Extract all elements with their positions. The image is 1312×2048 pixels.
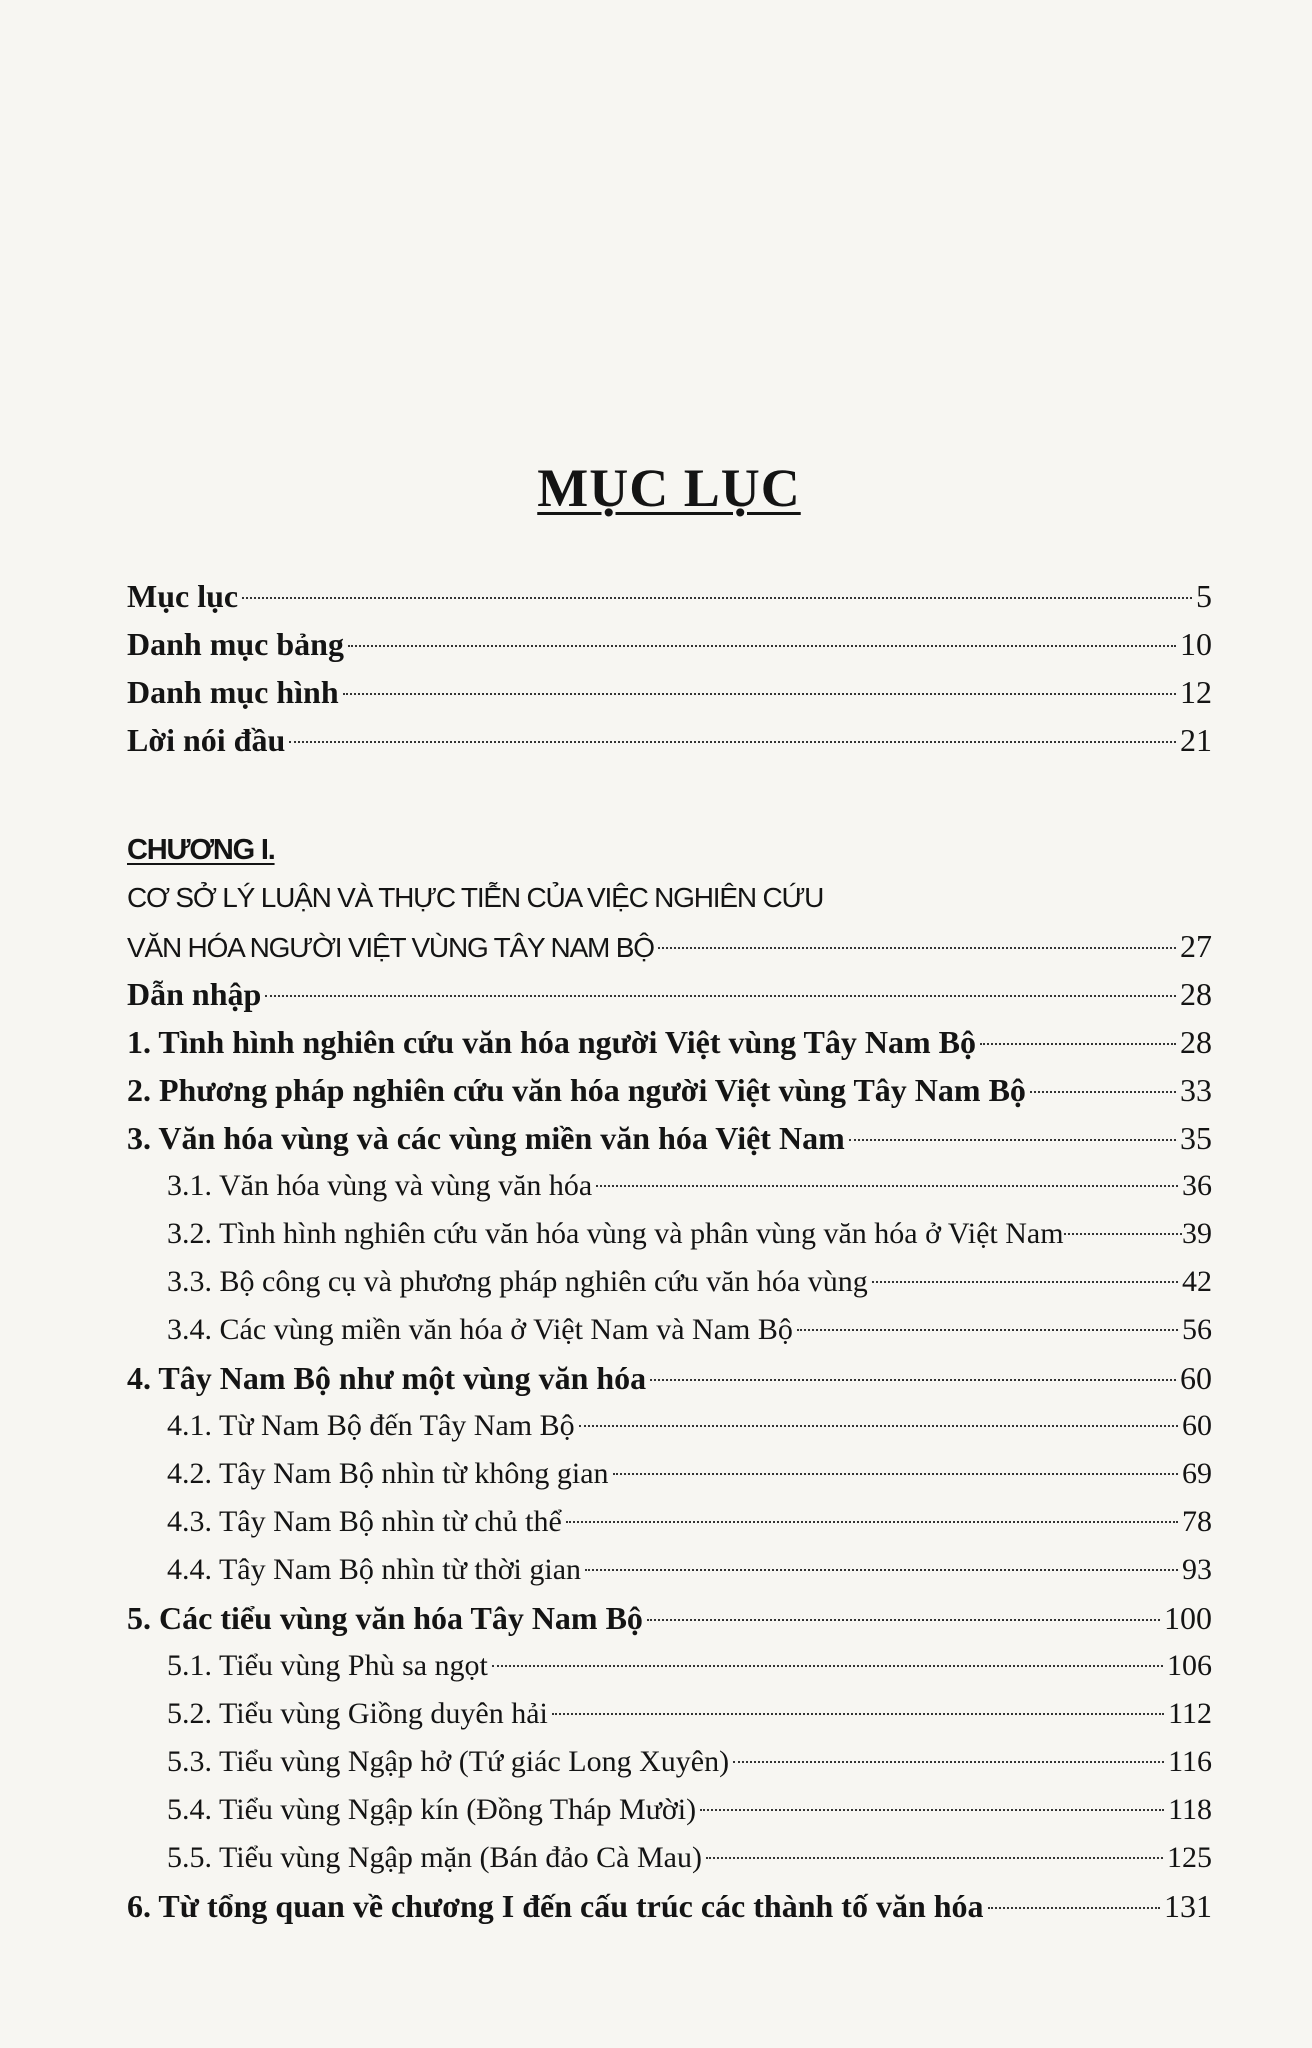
toc-entry-label: 5.3. Tiểu vùng Ngập hở (Tứ giác Long Xuyên) bbox=[167, 1745, 730, 1778]
toc-entry-label: 2. Phương pháp nghiên cứu văn hóa người Việt vùng Tây Nam Bộ bbox=[127, 1072, 1026, 1108]
dot-leader bbox=[980, 1043, 1176, 1045]
toc-entry-page: 116 bbox=[1168, 1745, 1212, 1778]
toc-entry-page: 33 bbox=[1180, 1072, 1212, 1108]
toc-entry-label: 3.4. Các vùng miền văn hóa ở Việt Nam và Nam Bộ bbox=[167, 1313, 793, 1346]
toc-entry-page: 12 bbox=[1180, 674, 1212, 710]
toc-entry-label: VĂN HÓA NGƯỜI VIỆT VÙNG TÂY NAM BỘ bbox=[127, 932, 654, 963]
toc-entry-page: 100 bbox=[1164, 1600, 1212, 1636]
dot-leader bbox=[647, 1619, 1160, 1621]
dot-leader bbox=[343, 693, 1176, 695]
toc-entry-section-4-3 bbox=[167, 1500, 1212, 1544]
toc-entry-label: 4.4. Tây Nam Bộ nhìn từ thời gian bbox=[167, 1553, 582, 1586]
toc-entry-label: 5.1. Tiểu vùng Phù sa ngọt bbox=[167, 1649, 488, 1682]
dot-leader bbox=[849, 1139, 1176, 1141]
toc-entry-label: 6. Từ tổng quan về chương I đến cấu trúc các thành tố văn hóa bbox=[127, 1888, 984, 1924]
toc-entry-label: 3.2. Tình hình nghiên cứu văn hóa vùng và phân vùng văn hóa ở Việt Nam bbox=[167, 1217, 1064, 1250]
toc-entry-page: 112 bbox=[1168, 1697, 1212, 1730]
toc-entry-page: 118 bbox=[1168, 1793, 1212, 1826]
dot-leader bbox=[706, 1857, 1163, 1859]
toc-entry-label: Danh mục hình bbox=[127, 674, 339, 710]
toc-entry-section-3 bbox=[127, 1116, 1212, 1160]
dot-leader bbox=[596, 1185, 1178, 1187]
toc-entry-section-4-2 bbox=[167, 1452, 1212, 1496]
toc-entry-label: 4.1. Từ Nam Bộ đến Tây Nam Bộ bbox=[167, 1409, 575, 1442]
dot-leader bbox=[650, 1379, 1176, 1381]
toc-entry-section-3-2 bbox=[167, 1212, 1212, 1256]
toc-entry-section-5 bbox=[127, 1596, 1212, 1640]
dot-leader bbox=[492, 1665, 1163, 1667]
toc-entry-label: 5.2. Tiểu vùng Giồng duyên hải bbox=[167, 1697, 548, 1730]
dot-leader bbox=[613, 1473, 1178, 1475]
toc-entry-section-1 bbox=[127, 1020, 1212, 1064]
page-title: MỤC LỤC bbox=[537, 458, 801, 518]
toc-entry-section-3-3 bbox=[167, 1260, 1212, 1304]
toc-entry-page: 93 bbox=[1182, 1553, 1212, 1586]
toc-entry-section-2 bbox=[127, 1068, 1212, 1112]
toc-entry-page: 10 bbox=[1180, 626, 1212, 662]
dot-leader bbox=[552, 1713, 1164, 1715]
toc-entry-label: Danh mục bảng bbox=[127, 626, 344, 662]
dot-leader bbox=[348, 645, 1176, 647]
toc-entry-page: 69 bbox=[1182, 1457, 1212, 1490]
dot-leader bbox=[988, 1907, 1160, 1909]
toc-entry-danh-muc-hinh bbox=[127, 670, 1212, 714]
toc-entry-label: 5. Các tiểu vùng văn hóa Tây Nam Bộ bbox=[127, 1600, 643, 1636]
toc-entry-loi-noi-dau bbox=[127, 718, 1212, 762]
toc-entry-label: Dẫn nhập bbox=[127, 976, 262, 1012]
toc-entry-section-4-4 bbox=[167, 1548, 1212, 1592]
toc-entry-section-4-1 bbox=[167, 1404, 1212, 1448]
chapter-title-line2 bbox=[127, 924, 1212, 968]
dot-leader bbox=[265, 995, 1176, 997]
toc-entry-danh-muc-bang bbox=[127, 622, 1212, 666]
toc-entry-page: 78 bbox=[1182, 1505, 1212, 1538]
toc-entry-page: 60 bbox=[1182, 1409, 1212, 1442]
toc-entry-label: 3.3. Bộ công cụ và phương pháp nghiên cứu văn hóa vùng bbox=[167, 1265, 868, 1298]
toc-entry-page: 5 bbox=[1196, 578, 1212, 614]
toc-entry-label: 3. Văn hóa vùng và các vùng miền văn hóa Việt Nam bbox=[127, 1120, 845, 1156]
dot-leader bbox=[1064, 1233, 1182, 1235]
toc-entry-muc-luc bbox=[127, 574, 1212, 618]
dot-leader bbox=[242, 597, 1192, 599]
toc-entry-page: 21 bbox=[1180, 722, 1212, 758]
chapter-label: CHƯƠNG I. bbox=[127, 834, 275, 866]
toc-entry-label: 4.2. Tây Nam Bộ nhìn từ không gian bbox=[167, 1457, 609, 1490]
toc-entry-label: 3.1. Văn hóa vùng và vùng văn hóa bbox=[167, 1169, 593, 1202]
toc-entry-page: 56 bbox=[1182, 1313, 1212, 1346]
dot-leader bbox=[1030, 1091, 1176, 1093]
toc-entry-page: 35 bbox=[1180, 1120, 1212, 1156]
toc-entry-page: 42 bbox=[1182, 1265, 1212, 1298]
dot-leader bbox=[872, 1281, 1178, 1283]
dot-leader bbox=[797, 1329, 1178, 1331]
toc-entry-page: 131 bbox=[1164, 1888, 1212, 1924]
toc-entry-label: 1. Tình hình nghiên cứu văn hóa người Việt vùng Tây Nam Bộ bbox=[127, 1024, 976, 1060]
toc-entry-section-5-5 bbox=[167, 1836, 1212, 1880]
dot-leader bbox=[566, 1521, 1178, 1523]
dot-leader bbox=[658, 947, 1176, 949]
toc-entry-page: 27 bbox=[1180, 928, 1212, 964]
chapter-title-line1: CƠ SỞ LÝ LUẬN VÀ THỰC TIỄN CỦA VIỆC NGHIÊN CỨU bbox=[127, 882, 824, 913]
toc-entry-label: 4. Tây Nam Bộ như một vùng văn hóa bbox=[127, 1360, 647, 1396]
toc-entry-label: Lời nói đầu bbox=[127, 722, 286, 758]
toc-entry-page: 36 bbox=[1182, 1169, 1212, 1202]
toc-entry-label: 5.4. Tiểu vùng Ngập kín (Đồng Tháp Mười) bbox=[167, 1793, 697, 1826]
toc-entry-section-3-4 bbox=[167, 1308, 1212, 1352]
toc-entry-label: 5.5. Tiểu vùng Ngập mặn (Bán đảo Cà Mau) bbox=[167, 1841, 702, 1874]
toc-entry-section-5-1 bbox=[167, 1644, 1212, 1688]
toc-entry-page: 28 bbox=[1180, 976, 1212, 1012]
toc-entry-page: 125 bbox=[1167, 1841, 1212, 1874]
dot-leader bbox=[289, 741, 1176, 743]
dot-leader bbox=[733, 1761, 1164, 1763]
toc-entry-section-6 bbox=[127, 1884, 1212, 1928]
toc-entry-section-4 bbox=[127, 1356, 1212, 1400]
toc-entry-label: Mục lục bbox=[127, 578, 239, 614]
toc-entry-page: 60 bbox=[1180, 1360, 1212, 1396]
toc-entry-page: 39 bbox=[1182, 1217, 1212, 1250]
dot-leader bbox=[585, 1569, 1178, 1571]
toc-entry-dan-nhap bbox=[127, 972, 1212, 1016]
toc-entry-page: 106 bbox=[1167, 1649, 1212, 1682]
toc-entry-page: 28 bbox=[1180, 1024, 1212, 1060]
dot-leader bbox=[700, 1809, 1164, 1811]
toc-entry-section-5-2 bbox=[167, 1692, 1212, 1736]
dot-leader bbox=[579, 1425, 1178, 1427]
toc-entry-label: 4.3. Tây Nam Bộ nhìn từ chủ thể bbox=[167, 1505, 562, 1538]
toc-entry-section-3-1 bbox=[167, 1164, 1212, 1208]
toc-entry-section-5-3 bbox=[167, 1740, 1212, 1784]
toc-entry-section-5-4 bbox=[167, 1788, 1212, 1832]
